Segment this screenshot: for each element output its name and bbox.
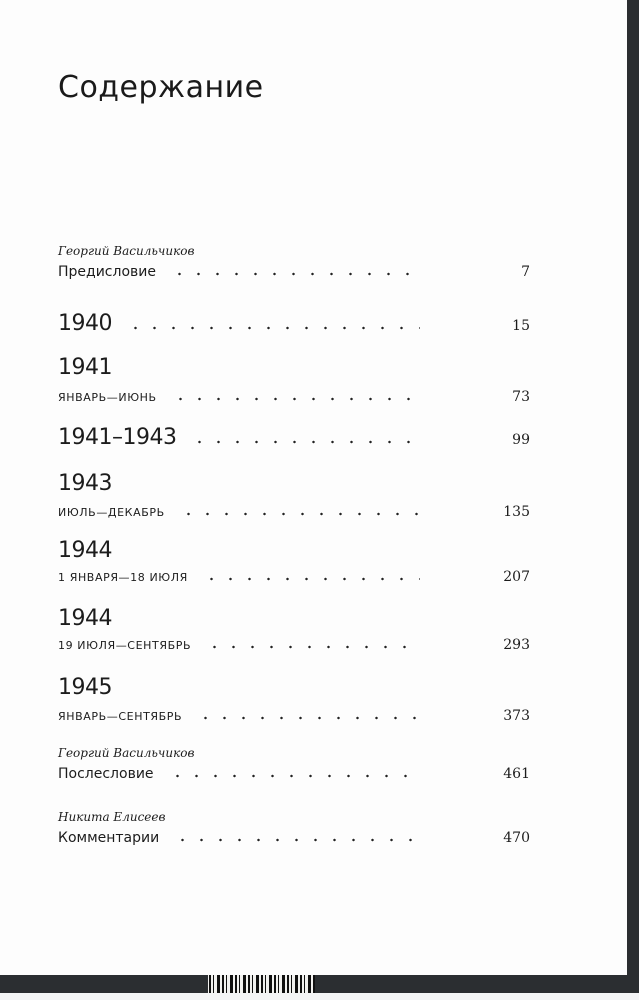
toc-entry-preface[interactable] — [58, 244, 530, 280]
entry-year: 1941–1943 — [58, 425, 177, 450]
toc-entry-comments[interactable] — [58, 810, 530, 846]
entry-year: 1944 — [58, 538, 112, 563]
dot-leader — [202, 577, 420, 581]
dot-leader — [168, 774, 420, 778]
entry-author: Никита Елисеев — [58, 810, 166, 824]
entry-subtitle: ИЮЛЬ—ДЕКАБРЬ — [58, 506, 165, 519]
scan-edge-right — [627, 0, 639, 993]
page-number: 73 — [512, 389, 530, 405]
barcode — [196, 975, 327, 993]
page-number: 99 — [512, 432, 530, 448]
entry-label: Предисловие — [58, 264, 156, 280]
dot-leader — [170, 272, 420, 276]
entry-subtitle: ЯНВАРЬ—ИЮНЬ — [58, 391, 157, 404]
dot-leader — [126, 326, 420, 330]
page-number: 135 — [503, 504, 530, 520]
toc-entry-1941-1943[interactable] — [58, 425, 530, 451]
page-number: 461 — [503, 766, 530, 782]
toc-entry-1945[interactable] — [58, 675, 530, 724]
toc-entry-1941[interactable] — [58, 355, 530, 405]
entry-author: Георгий Васильчиков — [58, 746, 195, 760]
page-number: 470 — [503, 830, 530, 846]
entry-year: 1944 — [58, 606, 112, 631]
dot-leader — [171, 397, 420, 401]
page-number: 207 — [503, 569, 530, 585]
entry-year: 1943 — [58, 471, 112, 496]
entry-subtitle: ЯНВАРЬ—СЕНТЯБРЬ — [58, 710, 183, 723]
entry-label: Комментарии — [58, 830, 160, 846]
entry-year: 1945 — [58, 675, 112, 700]
entry-subtitle: 19 ИЮЛЯ—СЕНТЯБРЬ — [58, 639, 192, 652]
entry-year: 1941 — [58, 355, 112, 380]
toc-entry-1943[interactable] — [58, 471, 530, 520]
page-number: 7 — [521, 264, 530, 280]
entry-year: 1940 — [58, 311, 112, 336]
dot-leader — [190, 440, 420, 444]
dot-leader — [205, 645, 420, 649]
entry-subtitle: 1 ЯНВАРЯ—18 ИЮЛЯ — [58, 571, 188, 584]
toc-entry-1944-a[interactable] — [58, 538, 530, 585]
dot-leader — [173, 838, 420, 842]
toc-entry-1944-b[interactable] — [58, 606, 530, 653]
page-number: 373 — [503, 708, 530, 724]
dot-leader — [196, 716, 420, 720]
entry-label: Послесловие — [58, 766, 154, 782]
page-number: 293 — [503, 637, 530, 653]
dot-leader — [179, 512, 420, 516]
page-number: 15 — [512, 318, 530, 334]
toc-entry-1940[interactable] — [58, 311, 530, 337]
page-title: Содержание — [58, 70, 264, 105]
toc-entry-afterword[interactable] — [58, 746, 530, 782]
entry-author: Георгий Васильчиков — [58, 244, 195, 258]
